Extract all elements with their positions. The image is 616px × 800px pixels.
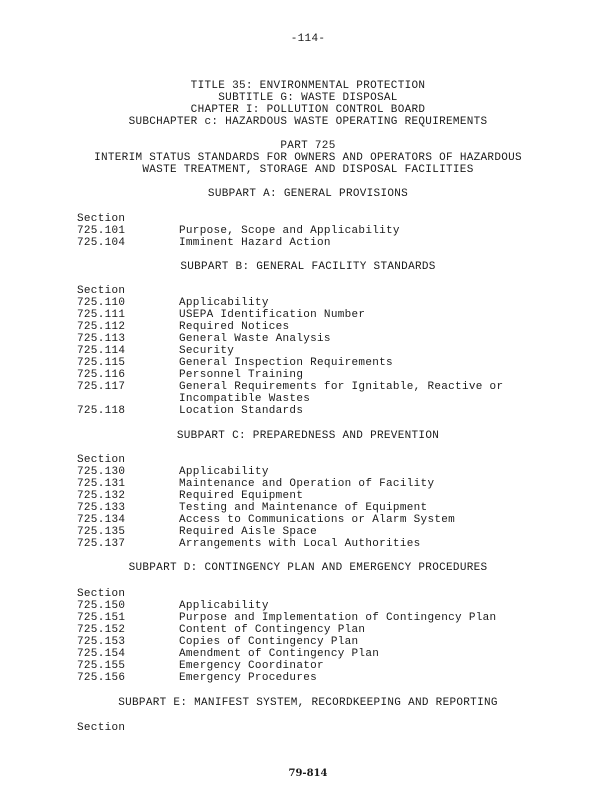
section-label: Section bbox=[77, 285, 126, 297]
section-entry-continuation bbox=[77, 393, 537, 405]
section-label: Section bbox=[77, 588, 126, 600]
chapter-line: CHAPTER I: POLLUTION CONTROL BOARD bbox=[190, 104, 426, 116]
part-title-line-1: INTERIM STATUS STANDARDS FOR OWNERS AND OPERATORS OF HAZARDOUS bbox=[94, 152, 522, 164]
section-title: General Requirements for Ignitable, Reactive or bbox=[179, 381, 504, 393]
part-label: PART 725 bbox=[280, 140, 336, 152]
section-entry bbox=[77, 672, 537, 684]
section-title: Applicability bbox=[179, 297, 269, 309]
section-entry bbox=[77, 514, 537, 526]
section-entry bbox=[77, 309, 537, 321]
section-number: 725.131 bbox=[77, 478, 126, 490]
section-title: Required Equipment bbox=[179, 490, 304, 502]
section-entry bbox=[77, 624, 537, 636]
section-number: 725.116 bbox=[77, 369, 126, 381]
section-title: Testing and Maintenance of Equipment bbox=[179, 502, 428, 514]
section-entry bbox=[77, 600, 537, 612]
section-label: Section bbox=[77, 213, 126, 225]
section-entry bbox=[77, 478, 537, 490]
section-entry bbox=[77, 225, 537, 237]
section-entry bbox=[77, 526, 537, 538]
section-number: 725.115 bbox=[77, 357, 126, 369]
section-title: Location Standards bbox=[179, 405, 304, 417]
section-entry bbox=[77, 490, 537, 502]
section-title: Content of Contingency Plan bbox=[179, 624, 366, 636]
subpart-heading: SUBPART C: PREPAREDNESS AND PREVENTION bbox=[176, 430, 440, 442]
section-entry bbox=[77, 405, 537, 417]
subpart-heading: SUBPART D: CONTINGENCY PLAN AND EMERGENCY PROCEDURES bbox=[128, 562, 488, 574]
section-entry bbox=[77, 466, 537, 478]
section-title: Applicability bbox=[179, 466, 269, 478]
section-number: 725.132 bbox=[77, 490, 126, 502]
section-title: Required Aisle Space bbox=[179, 526, 318, 538]
page-footer-number: 79-814 bbox=[288, 768, 328, 779]
section-entry bbox=[77, 612, 537, 624]
section-number: 725.112 bbox=[77, 321, 126, 333]
section-entry bbox=[77, 357, 537, 369]
section-label: Section bbox=[77, 454, 126, 466]
section-entry bbox=[77, 345, 537, 357]
section-title: Amendment of Contingency Plan bbox=[179, 648, 380, 660]
section-number: 725.153 bbox=[77, 636, 126, 648]
section-entry bbox=[77, 237, 537, 249]
section-number: 725.133 bbox=[77, 502, 126, 514]
section-title: Access to Communications or Alarm System bbox=[179, 514, 456, 526]
section-title: Personnel Training bbox=[179, 369, 304, 381]
section-entry bbox=[77, 502, 537, 514]
section-number: 725.156 bbox=[77, 672, 126, 684]
subpart-heading: SUBPART A: GENERAL PROVISIONS bbox=[207, 188, 409, 200]
section-title: Security bbox=[179, 345, 235, 357]
section-number: 725.151 bbox=[77, 612, 126, 624]
title-line: TITLE 35: ENVIRONMENTAL PROTECTION bbox=[190, 80, 426, 92]
section-number: 725.150 bbox=[77, 600, 126, 612]
part-title-line-2: WASTE TREATMENT, STORAGE AND DISPOSAL FACILITIES bbox=[142, 164, 474, 176]
subchapter-line: SUBCHAPTER c: HAZARDOUS WASTE OPERATING REQUIREMENTS bbox=[128, 116, 488, 128]
section-number: 725.104 bbox=[77, 237, 126, 249]
section-entry bbox=[77, 538, 537, 550]
section-entry bbox=[77, 381, 537, 393]
section-number: 725.114 bbox=[77, 345, 126, 357]
section-number: 725.111 bbox=[77, 309, 126, 321]
section-number: 725.152 bbox=[77, 624, 126, 636]
section-entry bbox=[77, 660, 537, 672]
section-entry bbox=[77, 297, 537, 309]
section-title: USEPA Identification Number bbox=[179, 309, 366, 321]
section-title: Purpose and Implementation of Contingency Plan bbox=[179, 612, 497, 624]
section-number: 725.154 bbox=[77, 648, 126, 660]
section-number: 725.130 bbox=[77, 466, 126, 478]
section-number: 725.135 bbox=[77, 526, 126, 538]
section-entry bbox=[77, 369, 537, 381]
section-title: Applicability bbox=[179, 600, 269, 612]
section-entry bbox=[77, 321, 537, 333]
subpart-heading: SUBPART E: MANIFEST SYSTEM, RECORDKEEPING AND REPORTING bbox=[118, 697, 498, 709]
section-entry bbox=[77, 333, 537, 345]
section-number: 725.101 bbox=[77, 225, 126, 237]
section-title: General Waste Analysis bbox=[179, 333, 331, 345]
section-number: 725.110 bbox=[77, 297, 126, 309]
section-entry bbox=[77, 636, 537, 648]
subpart-heading: SUBPART B: GENERAL FACILITY STANDARDS bbox=[180, 261, 436, 273]
section-title: Maintenance and Operation of Facility bbox=[179, 478, 435, 490]
section-title: General Inspection Requirements bbox=[179, 357, 393, 369]
section-title: Imminent Hazard Action bbox=[179, 237, 331, 249]
section-number: 725.155 bbox=[77, 660, 126, 672]
section-title: Copies of Contingency Plan bbox=[179, 636, 359, 648]
section-title-continuation: Incompatible Wastes bbox=[179, 393, 311, 405]
section-number: 725.137 bbox=[77, 538, 126, 550]
section-title: Emergency Coordinator bbox=[179, 660, 324, 672]
section-title: Emergency Procedures bbox=[179, 672, 318, 684]
section-number: 725.118 bbox=[77, 405, 126, 417]
section-entry bbox=[77, 648, 537, 660]
subtitle-line: SUBTITLE G: WASTE DISPOSAL bbox=[218, 92, 398, 104]
section-title: Required Notices bbox=[179, 321, 290, 333]
section-number: 725.113 bbox=[77, 333, 126, 345]
section-label: Section bbox=[77, 722, 126, 734]
section-number: 725.134 bbox=[77, 514, 126, 526]
page-number: -114- bbox=[290, 33, 326, 45]
section-title: Arrangements with Local Authorities bbox=[179, 538, 421, 550]
section-title: Purpose, Scope and Applicability bbox=[179, 225, 400, 237]
section-number: 725.117 bbox=[77, 381, 126, 393]
